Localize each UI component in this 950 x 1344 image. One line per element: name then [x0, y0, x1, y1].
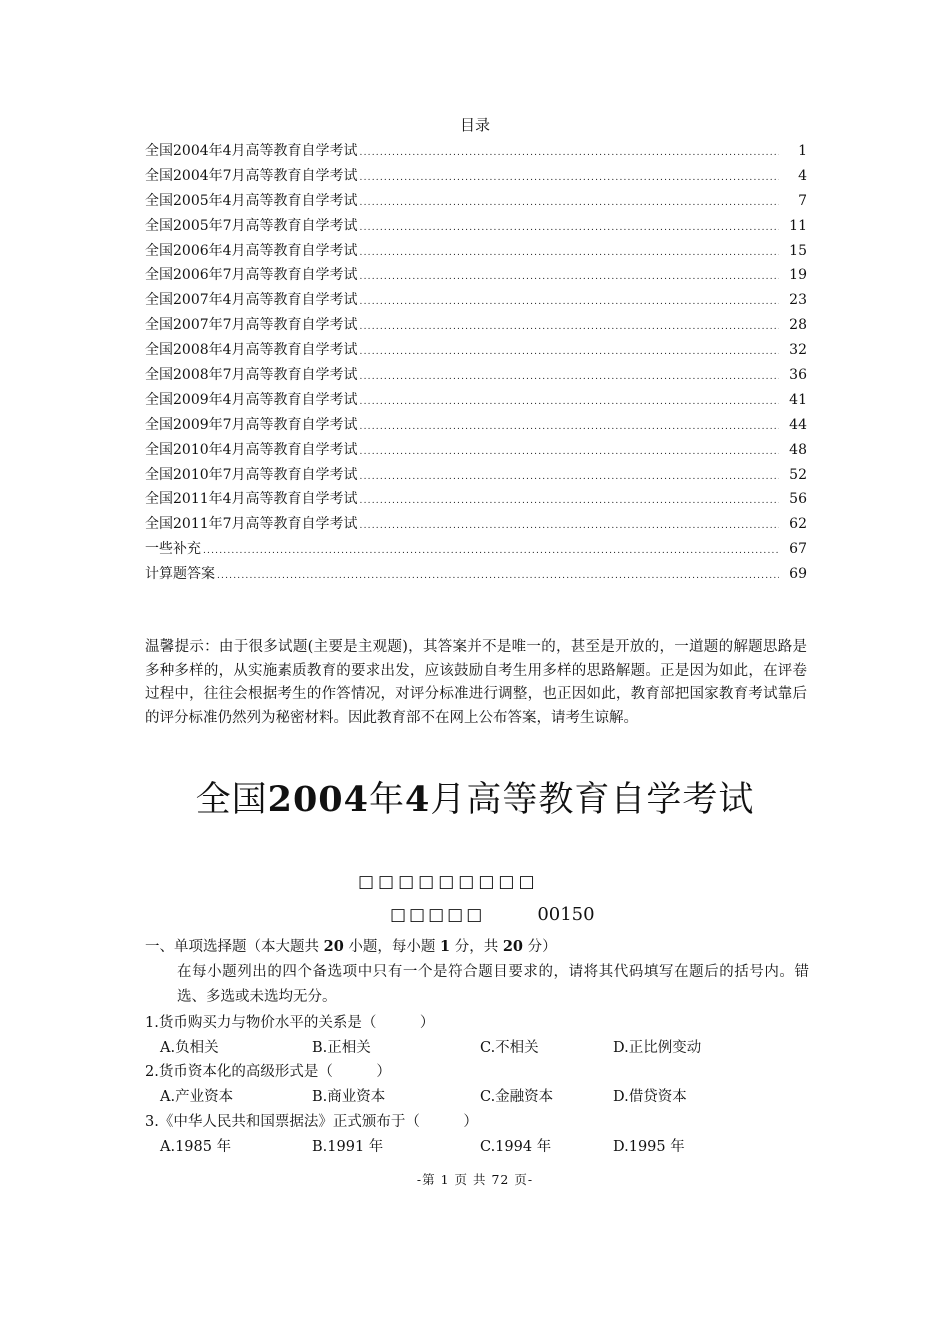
- course-code-line: [390, 904, 595, 925]
- total-points: 20: [502, 938, 524, 955]
- toc-entry-page: 28: [789, 317, 807, 334]
- option-d: D.1995 年: [613, 1139, 685, 1155]
- subject-name: □□□□□□□□□: [358, 872, 539, 892]
- toc-leader: [360, 340, 779, 365]
- toc-entry-label: 全国2010年4月高等教育自学考试: [145, 441, 358, 458]
- toc-entry-page: 32: [789, 342, 807, 359]
- toc-leader: [360, 290, 779, 315]
- points-per-question: 1: [440, 938, 451, 955]
- toc-entry[interactable]: [145, 562, 807, 587]
- question-stem: 2.货币资本化的高级形式是（ ）: [145, 1064, 391, 1080]
- title-year-char: 年: [369, 780, 406, 820]
- toc-entry-page: 56: [789, 491, 807, 508]
- toc-entry[interactable]: [145, 463, 807, 488]
- section-text: 分，共: [454, 939, 499, 955]
- toc-leader: [360, 141, 779, 166]
- toc-entry-label: 全国2009年7月高等教育自学考试: [145, 416, 358, 433]
- toc-leader: [360, 191, 779, 216]
- toc-entry-label: 全国2007年4月高等教育自学考试: [145, 292, 358, 309]
- option-a: A.产业资本: [160, 1089, 234, 1105]
- toc-entry-label: 一些补充: [145, 541, 201, 558]
- exam-title: [0, 772, 950, 822]
- toc-entry-label: 全国2005年7月高等教育自学考试: [145, 217, 358, 234]
- option-a: A.1985 年: [160, 1139, 232, 1155]
- toc-entry[interactable]: [145, 338, 807, 363]
- toc-entry[interactable]: [145, 438, 807, 463]
- toc-entry-page: 48: [789, 441, 807, 458]
- toc-leader: [360, 216, 779, 241]
- toc-entry-label: 全国2008年7月高等教育自学考试: [145, 367, 358, 384]
- toc-entry-label: 计算题答案: [145, 566, 215, 583]
- section-heading: [145, 935, 807, 959]
- toc-leader: [203, 539, 779, 564]
- toc-entry[interactable]: [145, 512, 807, 537]
- option-c: C.1994 年: [480, 1139, 552, 1155]
- toc-entry-label: 全国2008年4月高等教育自学考试: [145, 342, 358, 359]
- section-text: 一、单项选择题（本大题共: [145, 939, 319, 955]
- course-code: 00150: [537, 904, 595, 925]
- toc-entry-label: 全国2009年4月高等教育自学考试: [145, 391, 358, 408]
- toc-entry[interactable]: [145, 239, 807, 264]
- title-suffix: 月高等教育自学考试: [430, 780, 755, 820]
- toc-leader: [360, 465, 779, 490]
- question-options: [160, 1135, 800, 1159]
- toc-entry[interactable]: [145, 313, 807, 338]
- toc-entry-page: 36: [789, 367, 807, 384]
- toc-entry[interactable]: [145, 288, 807, 313]
- toc-entry-page: 11: [789, 217, 807, 234]
- question-count: 20: [323, 938, 344, 955]
- title-year: 2004: [267, 779, 370, 820]
- toc-leader: [360, 440, 779, 465]
- toc-entry-label: 全国2010年7月高等教育自学考试: [145, 466, 358, 483]
- option-c: C.金融资本: [480, 1089, 554, 1105]
- toc-entry-page: 19: [789, 267, 807, 284]
- option-b: B.商业资本: [312, 1089, 386, 1105]
- option-b: B.正相关: [312, 1040, 371, 1056]
- option-b: B.1991 年: [312, 1139, 384, 1155]
- toc-entry[interactable]: [145, 537, 807, 562]
- section-text: 小题，每小题: [348, 939, 436, 955]
- option-d: D.正比例变动: [613, 1040, 702, 1056]
- toc-entry-page: 69: [789, 566, 807, 583]
- toc-leader: [360, 390, 779, 415]
- section-instructions: 在每小题列出的四个备选项中只有一个是符合题目要求的，请将其代码填写在题后的括号内。错选、多选或未选均无分。: [177, 964, 809, 1005]
- toc-entry-page: 1: [798, 143, 807, 159]
- reminder-paragraph: 温馨提示：由于很多试题(主要是主观题)，其答案并不是唯一的，甚至是开放的，一道题的解题思路是多种多样的，从实施素质教育的要求出发，应该鼓励自考生用多样的思路解题。正是因为如此，在评卷过程中，往往会根据考生的作答情况，对评分标准进行调整，也正因如此，教育部把国家教育考试靠后的评分标准仍然列为秘密材料。因此教育部不在网上公布答案，请考生谅解。: [145, 639, 807, 726]
- toc-leader: [360, 241, 779, 266]
- option-d: D.借贷资本: [613, 1089, 687, 1105]
- toc-leader: [360, 315, 779, 340]
- toc-leader: [360, 166, 779, 191]
- toc-entry-page: 23: [789, 292, 807, 309]
- option-a: A.负相关: [160, 1040, 219, 1056]
- toc-entry-page: 15: [789, 242, 807, 259]
- toc-leader: [360, 489, 779, 514]
- toc-entry-page: 67: [789, 541, 807, 558]
- toc-entry-page: 62: [789, 516, 807, 533]
- toc-leader: [360, 514, 779, 539]
- question-stem: 1.货币购买力与物价水平的关系是（ ）: [145, 1015, 435, 1031]
- toc-leader: [360, 265, 779, 290]
- question-stem: 3.《中华人民共和国票据法》正式颁布于（ ）: [145, 1114, 478, 1130]
- title-prefix: 全国: [195, 780, 268, 820]
- toc-entry-label: 全国2011年4月高等教育自学考试: [145, 491, 358, 508]
- toc-entry-page: 52: [789, 466, 807, 483]
- question-options: [160, 1085, 800, 1109]
- toc-leader: [360, 365, 779, 390]
- toc-entry-page: 7: [798, 192, 807, 209]
- toc-entry[interactable]: [145, 413, 807, 438]
- toc-leader: [360, 415, 779, 440]
- toc-entry-page: 4: [798, 167, 807, 184]
- toc-entry-label: 全国2007年7月高等教育自学考试: [145, 317, 358, 334]
- toc-entry[interactable]: [145, 263, 807, 288]
- toc-entry-label: 全国2005年4月高等教育自学考试: [145, 192, 358, 209]
- toc-entry[interactable]: [145, 487, 807, 512]
- question-options: [160, 1036, 800, 1060]
- toc-entry[interactable]: [145, 189, 807, 214]
- title-month: 4: [405, 779, 431, 820]
- section-text: 分）: [527, 939, 557, 955]
- toc-entry[interactable]: [145, 214, 807, 239]
- toc-entry[interactable]: [145, 164, 807, 189]
- page-footer: -第 1 页 共 72 页-: [416, 1172, 534, 1187]
- toc-entry[interactable]: [145, 388, 807, 413]
- option-c: C.不相关: [480, 1040, 539, 1056]
- toc-leader: [217, 564, 779, 589]
- toc-entry-page: 41: [789, 391, 807, 408]
- toc-entry-label: 全国2011年7月高等教育自学考试: [145, 516, 358, 533]
- toc-entry-page: 44: [789, 416, 807, 433]
- toc-title: 目录: [459, 116, 490, 134]
- course-code-label: □□□□□: [390, 905, 486, 925]
- toc-entry-label: 全国2006年7月高等教育自学考试: [145, 267, 358, 284]
- table-of-contents: [145, 139, 807, 587]
- toc-entry[interactable]: [145, 139, 807, 164]
- toc-entry[interactable]: [145, 363, 807, 388]
- toc-entry-label: 全国2004年4月高等教育自学考试: [145, 143, 358, 159]
- toc-entry-label: 全国2004年7月高等教育自学考试: [145, 167, 358, 184]
- toc-entry-label: 全国2006年4月高等教育自学考试: [145, 242, 358, 259]
